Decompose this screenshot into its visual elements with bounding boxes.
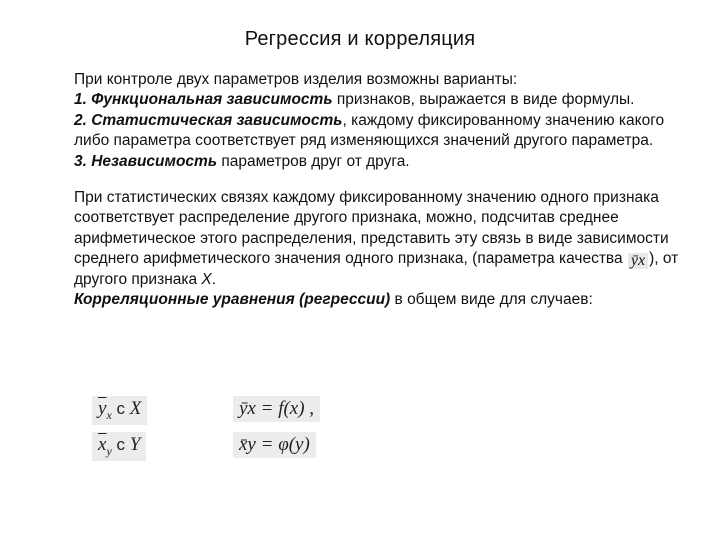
statistical-paragraph <box>74 188 694 290</box>
formula-xy-with-y <box>92 432 146 461</box>
item1-term: 1. Функциональная зависимость <box>74 91 333 109</box>
item2-term: 2. Статистическая зависимость <box>74 111 343 129</box>
f1-target: X <box>129 398 142 419</box>
f1-var: $\overline{y}$ <box>98 398 107 419</box>
regression-paragraph <box>74 290 694 310</box>
item1-text: признаков, выражается в виде формулы. <box>332 91 635 109</box>
item-independence <box>74 152 694 172</box>
item3-text: параметров друг от друга. <box>217 152 410 170</box>
para3-text: в общем виде для случаев: <box>390 291 593 309</box>
main-text <box>74 70 694 310</box>
f3-var: $\overline{x}$ <box>98 434 107 455</box>
formula-xy-equation: x̄y = φ(y) <box>233 432 316 458</box>
item3-term: 3. Независимость <box>74 152 218 170</box>
formula-yx-equation: ȳx = f(x) , <box>233 396 320 422</box>
para2-x-var: X <box>201 270 212 288</box>
inline-formula-yx: ȳx <box>628 253 648 269</box>
para3-term: Корреляционные уравнения (регрессии) <box>74 291 391 309</box>
page-title: Регрессия и корреляция <box>244 28 476 50</box>
para2-text: При статистических связях каждому фиксированному значению одного признака соответствует распределение другого признака, можно, подсчитав среднее арифметическое этого распределения, представить эту связь в виде зависимости среднего арифметического значения одного признака, (параметра качества <box>74 189 669 268</box>
f3-conn: с <box>111 435 130 454</box>
formula-yx-with-x <box>92 396 147 425</box>
paragraph-gap <box>74 172 694 188</box>
item2-text: , каждому фиксированному значению какого либо параметра соответствует ряд изменяющихся значений другого параметра. <box>74 111 665 150</box>
para2-end: . <box>211 270 217 288</box>
f3-target: Y <box>129 434 141 455</box>
para2-after: ), от другого признака <box>74 250 679 288</box>
f3-sub: y <box>106 443 112 458</box>
intro-line: При контроле двух параметров изделия возможны варианты: <box>74 71 518 88</box>
f1-sub: x <box>106 407 112 422</box>
item-functional <box>74 90 694 110</box>
item-statistical <box>74 111 694 152</box>
f1-conn: с <box>111 399 130 418</box>
